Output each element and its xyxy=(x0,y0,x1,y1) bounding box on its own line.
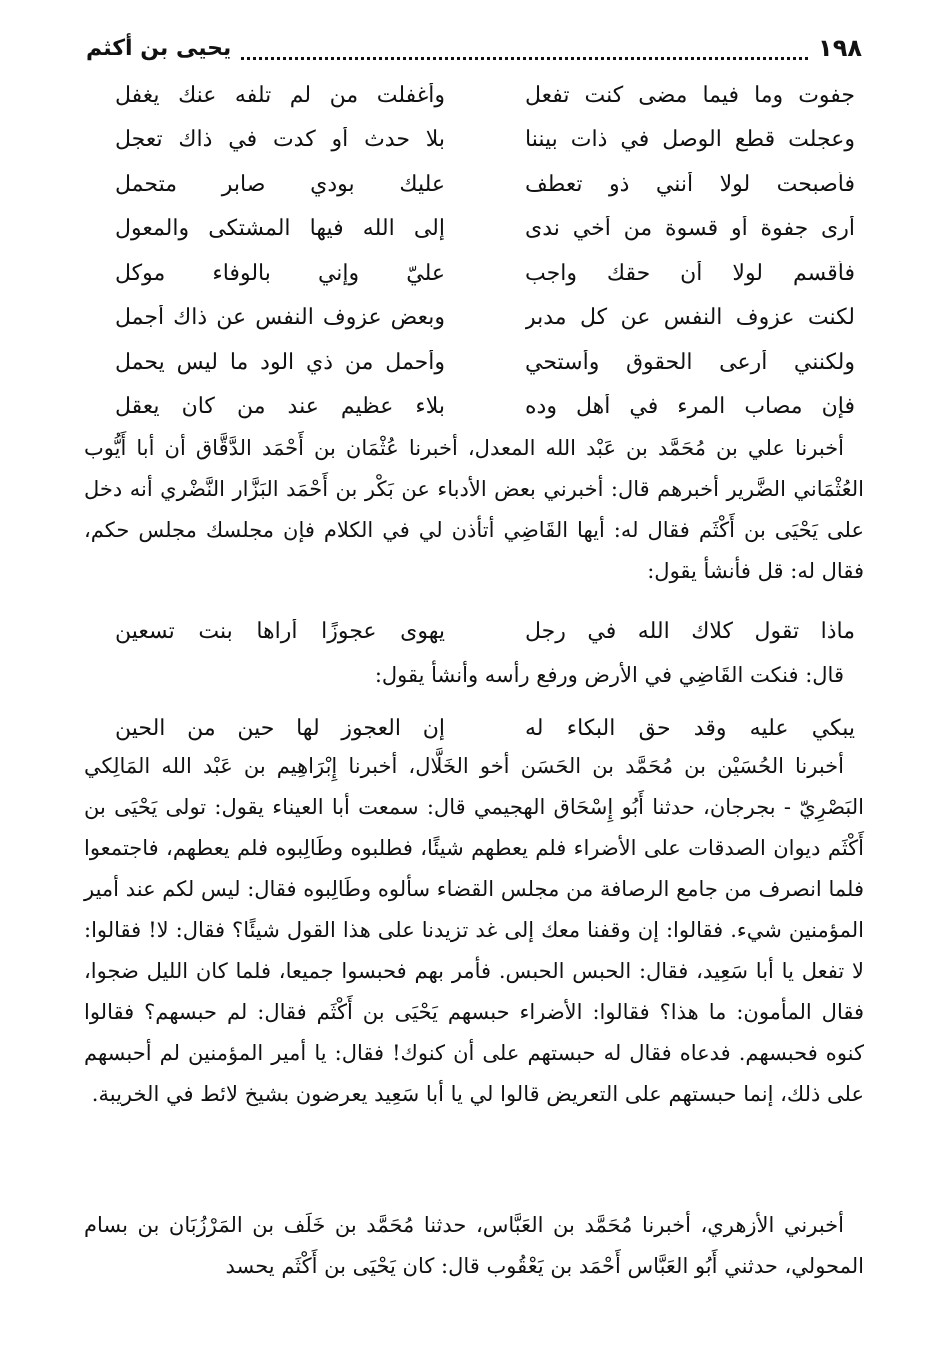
verse-first-hemistich: فأقسم لولا أن حقك واجب xyxy=(525,260,855,286)
poem-block xyxy=(110,73,855,429)
verse-second-hemistich: يهوى عجوزًا أراها بنت تسعين xyxy=(115,618,445,644)
verse-first-hemistich: أرى جفوة أو قسوة من أخي ندى xyxy=(525,216,855,242)
verse-first-hemistich: ماذا تقول كلاك الله في رجل xyxy=(525,618,855,644)
paragraph-2 xyxy=(84,655,864,696)
header-dotted-leader xyxy=(241,37,808,60)
verse-second-hemistich: وبعض عزوف النفس عن ذاك أجمل xyxy=(115,305,445,331)
page-header xyxy=(86,30,862,66)
verse-first-hemistich: وعجلت قطع الوصل في ذات بيننا xyxy=(525,127,855,153)
verse-second-hemistich: بلا حدث أو كدت في ذاك تعجل xyxy=(115,127,445,153)
paragraph-text: أخبرني الأزهري، أخبرنا مُحَمَّد بن العَبَّاس، حدثنا مُحَمَّد بن خَلَف بن المَرْزُبَان بن بسام المحولي، حدثني أَبُو العَبَّاس أَحْمَد بن يَعْقُوب قال: كان يَحْيَى بن أَكْثَم يحسد xyxy=(84,1213,864,1278)
verse-first-hemistich: فأصبحت لولا أنني ذو تعطف xyxy=(525,171,855,197)
poem-verse-3 xyxy=(110,708,855,748)
poem-verse xyxy=(110,251,855,296)
verse-second-hemistich: إن العجوز لها حين من الحين xyxy=(115,715,445,741)
poem-verse xyxy=(110,296,855,341)
poem-verse xyxy=(110,118,855,163)
verse-first-hemistich: يبكي عليه وقد حق البكاء له xyxy=(525,715,855,741)
paragraph-text: أخبرنا علي بن مُحَمَّد بن عَبْد الله المعدل، أخبرنا عُثْمَان بن أَحْمَد الدَّقَّاق أن أبا أَيُّوب العُثْمَاني الضَّرير أخبرهم قال: أخبرني بعض الأدباء عن بَكْر بن أَحْمَد البَزَّار النَّضْري أنه دخل على يَحْيَى بن أَكْثَم فقال له: أيها القَاضِي أتأذن لي في الكلام فإن مجلسك مجلس حكم، فقال له: قل فأنشأ يقول: xyxy=(84,436,864,583)
verse-first-hemistich: لكنت عزوف النفس عن كل مدبر xyxy=(525,305,855,331)
poem-verse xyxy=(110,207,855,252)
paragraph-text: أخبرنا الحُسَيْن بن مُحَمَّد بن الحَسَن أخو الخَلَّال، أخبرنا إِبْرَاهِيم بن عَبْد الله المَالِكي البَصْرِيّ - بجرجان، حدثنا أَبُو إِسْحَاق الهجيمي قال: سمعت أبا العيناء يقول: تولى يَحْيَى بن أَكْثَم ديوان الصدقات على الأضراء فلم يعطهم شيئًا، فطلبوه وطَالِبوه فلم يعطهم، فاجتمعوا فلما انصرف من جامع الرصافة من مجلس القضاء سألوه وطَالِبوه فقال: ليس لكم عند أمير المؤمنين شيء. فقالوا: إن وقفنا معك إلى غد تزيدنا على هذا القول شيئًا؟ فقال: لا! فقالوا: لا تفعل يا أبا سَعِيد، فقال: الحبس الحبس. فأمر بهم فحبسوا جميعا، فلما كان الليل ضجوا، فقال المأمون: ما هذا؟ فقالوا: الأضراء حبسهم يَحْيَى بن أَكْثَم فقال: لم حبسهم؟ فقالوا كنوه فحبسهم. فدعاه فقال له حبستهم على أن كنوك! فقال: يا أمير المؤمنين لم أحبسهم على ذلك، إنما حبستهم على التعريض قالوا لي يا أبا سَعِيد يعرضون بشيخ لائط في الخريبة. xyxy=(84,754,864,1106)
paragraph-3 xyxy=(84,746,864,1115)
poem-verse xyxy=(110,385,855,430)
poem-verse-2 xyxy=(110,611,855,651)
running-title: يحيى بن أكثم xyxy=(86,35,232,61)
poem-verse xyxy=(110,340,855,385)
verse-first-hemistich: جفوت وما فيما مضى كنت تفعل xyxy=(525,82,855,108)
verse-first-hemistich: فإن مصاب المرء في أهل وده xyxy=(525,394,855,420)
paragraph-4 xyxy=(84,1205,864,1287)
poem-verse xyxy=(110,73,855,118)
verse-second-hemistich: بلاء عظيم عند من كان يعقل xyxy=(115,394,445,420)
poem-verse xyxy=(110,162,855,207)
verse-second-hemistich: وأحمل من ذي الود ما ليس يحمل xyxy=(115,349,445,375)
paragraph-1 xyxy=(84,428,864,592)
paragraph-text: قال: فنكت القَاضِي في الأرض ورفع رأسه وأنشأ يقول: xyxy=(374,663,844,687)
verse-second-hemistich: وأغفلت من لم تلفه عنك يغفل xyxy=(115,82,445,108)
verse-second-hemistich: إلى الله فيها المشتكى والمعول xyxy=(115,216,445,242)
verse-second-hemistich: عليك بودي صابر متحمل xyxy=(115,171,445,197)
verse-second-hemistich: عليّ وإني بالوفاء موكل xyxy=(115,260,445,286)
page-number: ١٩٨ xyxy=(818,34,862,62)
verse-first-hemistich: ولكنني أرعى الحقوق وأستحي xyxy=(525,349,855,375)
